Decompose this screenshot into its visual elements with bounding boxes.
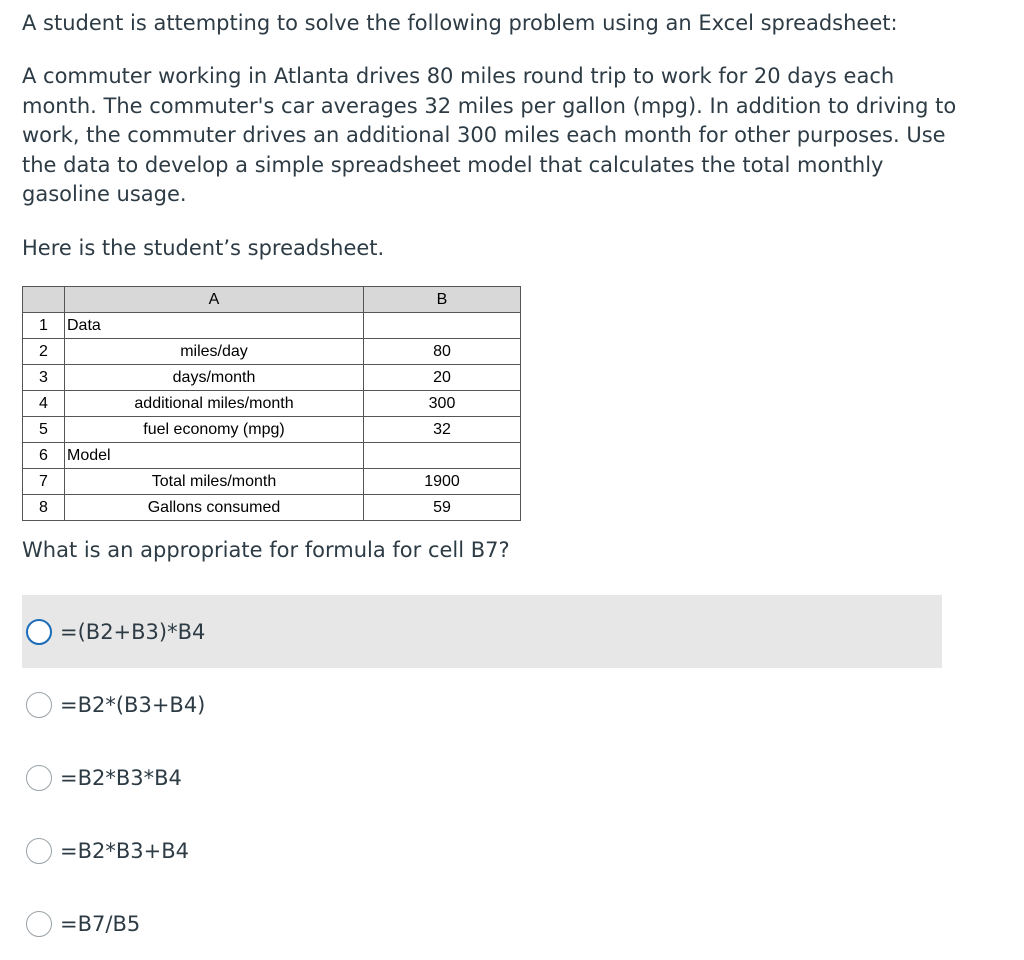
column-header-row bbox=[23, 287, 521, 313]
radio-button-icon[interactable] bbox=[26, 765, 52, 791]
cell-a2: miles/day bbox=[65, 339, 364, 365]
radio-button-icon[interactable] bbox=[26, 692, 52, 718]
problem-text: A commuter working in Atlanta drives 80 miles round trip to work for 20 days each month. The commuter's car averages 32 miles per gallon (mpg). In addition to driving to work, the commuter drives an additional 300 miles each month for other purposes. Use the data to develop a simple spreadsheet model that calculates the total monthly gasoline usage. bbox=[22, 64, 957, 206]
sheet-row bbox=[23, 391, 521, 417]
answer-label[interactable]: =B2*B3+B4 bbox=[60, 838, 189, 863]
column-header-b: B bbox=[364, 287, 521, 313]
row-number: 2 bbox=[23, 339, 65, 365]
answer-label[interactable]: =(B2+B3)*B4 bbox=[60, 619, 206, 644]
cell-b1 bbox=[364, 313, 521, 339]
answer-label[interactable]: =B7/B5 bbox=[60, 911, 141, 936]
cell-b6 bbox=[364, 443, 521, 469]
sheet-row bbox=[23, 417, 521, 443]
cell-b8: 59 bbox=[364, 495, 521, 521]
cell-b4: 300 bbox=[364, 391, 521, 417]
cell-a1: Data bbox=[65, 313, 364, 339]
cell-b2: 80 bbox=[364, 339, 521, 365]
cell-a4: additional miles/month bbox=[65, 391, 364, 417]
answer-option[interactable] bbox=[22, 887, 942, 960]
answer-option[interactable] bbox=[22, 595, 942, 668]
row-number: 4 bbox=[23, 391, 65, 417]
answer-options bbox=[22, 595, 942, 960]
sheet-row bbox=[23, 469, 521, 495]
row-number: 6 bbox=[23, 443, 65, 469]
sheet-row bbox=[23, 339, 521, 365]
spreadsheet-lead: Here is the student’s spreadsheet. bbox=[22, 236, 385, 260]
row-number: 1 bbox=[23, 313, 65, 339]
cell-a3: days/month bbox=[65, 365, 364, 391]
column-header-a: A bbox=[65, 287, 364, 313]
cell-a8: Gallons consumed bbox=[65, 495, 364, 521]
row-number: 8 bbox=[23, 495, 65, 521]
cell-a6: Model bbox=[65, 443, 364, 469]
row-number: 3 bbox=[23, 365, 65, 391]
row-number: 7 bbox=[23, 469, 65, 495]
answer-label[interactable]: =B2*B3*B4 bbox=[60, 765, 182, 790]
corner-cell bbox=[23, 287, 65, 313]
answer-label[interactable]: =B2*(B3+B4) bbox=[60, 692, 206, 717]
sheet-row bbox=[23, 443, 521, 469]
cell-b7: 1900 bbox=[364, 469, 521, 495]
sheet-row bbox=[23, 313, 521, 339]
radio-button-icon[interactable] bbox=[26, 838, 52, 864]
answer-option[interactable] bbox=[22, 741, 942, 814]
cell-a7: Total miles/month bbox=[65, 469, 364, 495]
cell-b3: 20 bbox=[364, 365, 521, 391]
row-number: 5 bbox=[23, 417, 65, 443]
radio-button-icon[interactable] bbox=[26, 911, 52, 937]
radio-button-icon[interactable] bbox=[26, 619, 52, 645]
answer-option[interactable] bbox=[22, 668, 942, 741]
cell-b5: 32 bbox=[364, 417, 521, 443]
sheet-row bbox=[23, 365, 521, 391]
sheet-row bbox=[23, 495, 521, 521]
intro-text: A student is attempting to solve the following problem using an Excel spreadsheet: bbox=[22, 11, 898, 35]
spreadsheet-table bbox=[22, 286, 521, 521]
question-text: What is an appropriate for formula for cell B7? bbox=[22, 538, 510, 562]
cell-a5: fuel economy (mpg) bbox=[65, 417, 364, 443]
answer-option[interactable] bbox=[22, 814, 942, 887]
